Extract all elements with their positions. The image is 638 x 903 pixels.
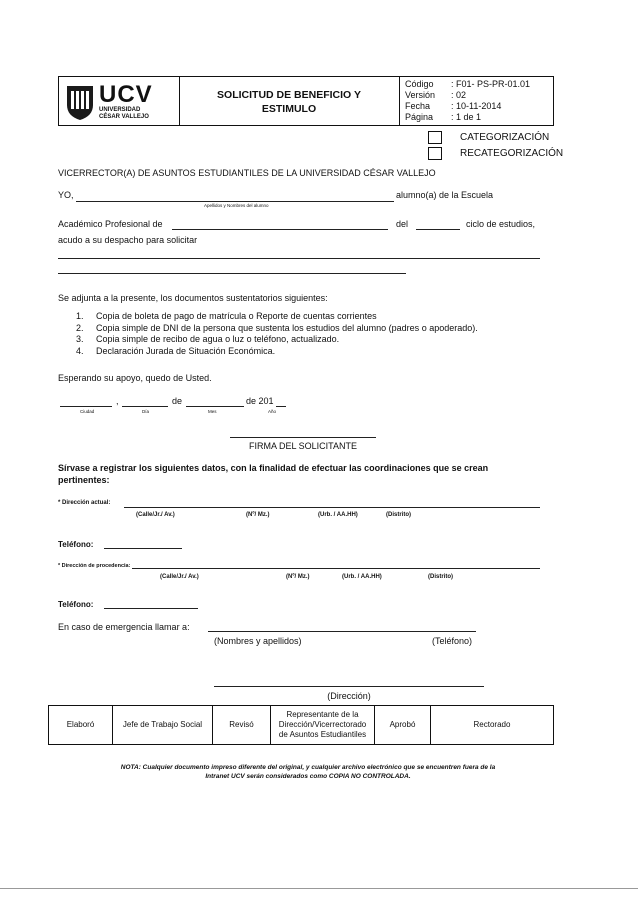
title-line1: SOLICITUD DE BENEFICIO Y [217, 89, 361, 101]
header-box [58, 76, 554, 126]
day-field[interactable] [122, 406, 168, 407]
dir-actual-label: * Dirección actual: [58, 500, 111, 506]
month-field[interactable] [186, 406, 244, 407]
firma-label: FIRMA DEL SOLICITANTE [248, 441, 358, 451]
page-edge [0, 888, 638, 889]
request-line-1[interactable] [58, 258, 540, 259]
cap-urb-2: (Urb. / AA.HH) [342, 574, 382, 580]
footer-note: NOTA: Cualquier documento impreso diferente del original, y cualquier archivo electrónico que se encuentren fuera de la Intranet UCV serán considerados como COPIA NO CONTROLADA. [120, 764, 496, 780]
addressee: VICERRECTOR(A) DE ASUNTOS ESTUDIANTILES DE LA UNIVERSIDAD CÉSAR VALLEJO [58, 168, 436, 178]
ucv-crest-icon [65, 83, 95, 121]
cap-calle-2: (Calle/Jr./ Av.) [160, 574, 199, 580]
adjunta-text: Se adjunta a la presente, los documentos sustentatorios siguientes: [58, 293, 328, 303]
list-item: 2. Copia simple de DNI de la persona que sustenta los estudios del alumno (padres o apoderado). [76, 322, 478, 333]
emergency-address-field[interactable] [214, 686, 484, 687]
categorizacion-checkbox[interactable] [428, 131, 442, 144]
names-caption: Apellidos y Nombres del alumno [204, 203, 269, 208]
esperando-text: Esperando su apoyo, quedo de Usted. [58, 373, 212, 383]
origin-address-field[interactable] [132, 568, 540, 569]
cell-representante: Representante de la Dirección/Vicerrectorado de Asuntos Estudiantiles [271, 706, 375, 744]
cap-distrito-2: (Distrito) [428, 574, 453, 580]
cap-ciudad: Ciudad [80, 409, 95, 414]
cell-rectorado: Rectorado [473, 720, 511, 729]
request-line-2[interactable] [58, 273, 406, 274]
cycle-field[interactable] [416, 229, 460, 230]
cap-distrito: (Distrito) [386, 512, 411, 518]
acudo-label: acudo a su despacho para solicitar [58, 235, 198, 245]
recategorizacion-checkbox[interactable] [428, 147, 442, 160]
categorizacion-label: CATEGORIZACIÓN [460, 132, 550, 143]
cap-nro: (Nº/ Mz.) [246, 512, 270, 518]
career-field[interactable] [172, 229, 388, 230]
cap-nro-2: (Nº/ Mz.) [286, 574, 310, 580]
cap-telefono: (Teléfono) [432, 636, 473, 646]
del-label: del [396, 219, 409, 229]
telefono-label-2: Teléfono: [58, 600, 94, 609]
emergency-contact-field[interactable] [208, 631, 476, 632]
meta-row: Página : 1 de 1 [405, 112, 482, 122]
phone-field-1[interactable] [104, 548, 182, 549]
de-label: de [172, 396, 183, 406]
registration-intro: Sírvase a registrar los siguientes datos, con la finalidad de efectuar las coordinaciones que se crean pertinentes: [58, 463, 489, 485]
signature-line[interactable] [230, 437, 376, 438]
meta-row: Código : F01- PS-PR-01.01 [405, 79, 531, 89]
cap-dia: Día [142, 409, 150, 414]
cap-nombres: (Nombres y apellidos) [214, 636, 302, 646]
dir-procedencia-label: * Dirección de procedencia: [58, 563, 131, 569]
cap-direccion: (Dirección) [327, 691, 371, 701]
ciclo-label: ciclo de estudios, [466, 219, 536, 229]
list-item: 1. Copia de boleta de pago de matrícula o Reporte de cuentas corrientes [76, 311, 377, 321]
form-title [179, 88, 399, 116]
student-name-field[interactable] [76, 201, 394, 202]
header-divider [399, 77, 400, 125]
phone-field-2[interactable] [104, 608, 198, 609]
telefono-label-1: Teléfono: [58, 540, 94, 549]
city-field[interactable] [60, 406, 112, 407]
doc-meta [405, 79, 530, 123]
cap-anio: Año [268, 409, 277, 414]
year-field[interactable] [276, 406, 286, 407]
documents-list [76, 311, 478, 357]
approval-table [48, 705, 554, 745]
cell-jefe: Jefe de Trabajo Social [113, 706, 213, 744]
list-item: 4. Declaración Jurada de Situación Económica. [76, 345, 276, 356]
meta-row: Versión : 02 [405, 90, 467, 100]
recategorizacion-label: RECATEGORIZACIÓN [460, 148, 564, 159]
academico-label: Académico Profesional de [58, 219, 163, 229]
title-line2: ESTIMULO [261, 103, 317, 115]
cap-mes: Mes [208, 409, 217, 414]
alumno-label: alumno(a) de la Escuela [396, 190, 494, 200]
yo-label: YO, [58, 190, 74, 200]
logo-wordmark: UCV [99, 81, 153, 108]
list-item: 3. Copia simple de recibo de agua o luz o teléfono, actualizado. [76, 334, 340, 344]
current-address-field[interactable] [124, 507, 540, 508]
meta-row: Fecha : 10-11-2014 [405, 101, 502, 111]
cell-elaboro: Elaboró [49, 706, 113, 744]
cell-aprobo: Aprobó [375, 706, 431, 744]
emergencia-label: En caso de emergencia llamar a: [58, 622, 190, 632]
cap-urb: (Urb. / AA.HH) [318, 512, 358, 518]
logo-sub1: UNIVERSIDAD [99, 107, 141, 113]
logo-sub2: CÉSAR VALLEJO [99, 114, 149, 120]
comma: , [116, 396, 119, 406]
cap-calle: (Calle/Jr./ Av.) [136, 512, 175, 518]
de201-label: de 201 [246, 396, 274, 406]
cell-reviso: Revisó [213, 706, 271, 744]
ucv-logo [65, 83, 177, 123]
